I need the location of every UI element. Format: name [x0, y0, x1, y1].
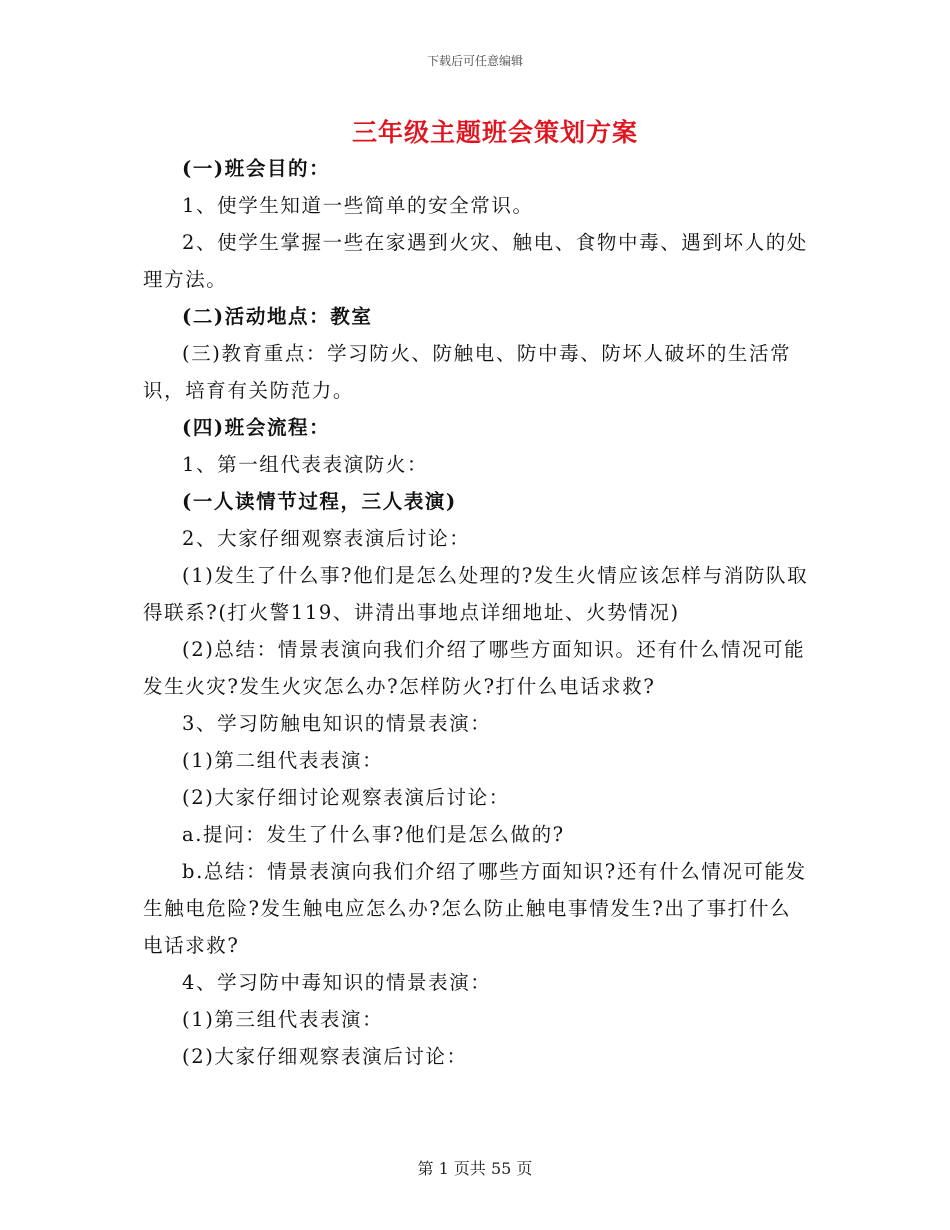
- paragraph: a.提问：发生了什么事?他们是怎么做的?: [182, 823, 565, 846]
- document-body: [143, 150, 811, 1075]
- paragraph: (一人读情节过程，三人表演): [182, 490, 457, 513]
- document-title: 三年级主题班会策划方案: [351, 118, 638, 147]
- paragraph: (1)发生了什么事?他们是怎么处理的?发生火情应该怎样与消防队取得联系?(打火警119、讲清出事地点详细地址、火势情况): [143, 564, 809, 624]
- paragraph: 1、使学生知道一些简单的安全常识。: [182, 194, 534, 217]
- paragraph: (2)总结：情景表演向我们介绍了哪些方面知识。还有什么情况可能发生火灾?发生火灾怎么办?怎样防火?打什么电话求救?: [143, 638, 806, 698]
- paragraph: 1、第一组代表表演防火：: [182, 453, 429, 476]
- paragraph: (1)第三组代表表演：: [182, 1008, 384, 1031]
- paragraph: (1)第二组代表表演：: [182, 749, 384, 772]
- paragraph: 3、学习防触电知识的情景表演：: [182, 712, 492, 735]
- paragraph: (四)班会流程：: [182, 416, 331, 439]
- page-footer: 第 1 页共 55 页: [417, 1159, 533, 1178]
- paragraph: b.总结：情景表演向我们介绍了哪些方面知识?还有什么情况可能发生触电危险?发生触电应怎么办?怎么防止触电事情发生?出了事打什么电话求救?: [143, 860, 807, 957]
- paragraph: (2)大家仔细讨论观察表演后讨论：: [182, 786, 510, 809]
- header-note: 下载后可任意编辑: [426, 54, 523, 68]
- paragraph: 4、学习防中毒知识的情景表演：: [182, 971, 492, 994]
- paragraph: (一)班会目的：: [182, 157, 331, 180]
- paragraph: 2、使学生掌握一些在家遇到火灾、触电、食物中毒、遇到坏人的处理方法。: [143, 231, 808, 291]
- paragraph: (三)教育重点：学习防火、防触电、防中毒、防坏人破坏的生活常识，培育有关防范力。: [143, 342, 792, 402]
- paragraph: (二)活动地点：教室: [182, 305, 373, 328]
- paragraph: 2、大家仔细观察表演后讨论：: [182, 527, 471, 550]
- paragraph: (2)大家仔细观察表演后讨论：: [182, 1045, 468, 1068]
